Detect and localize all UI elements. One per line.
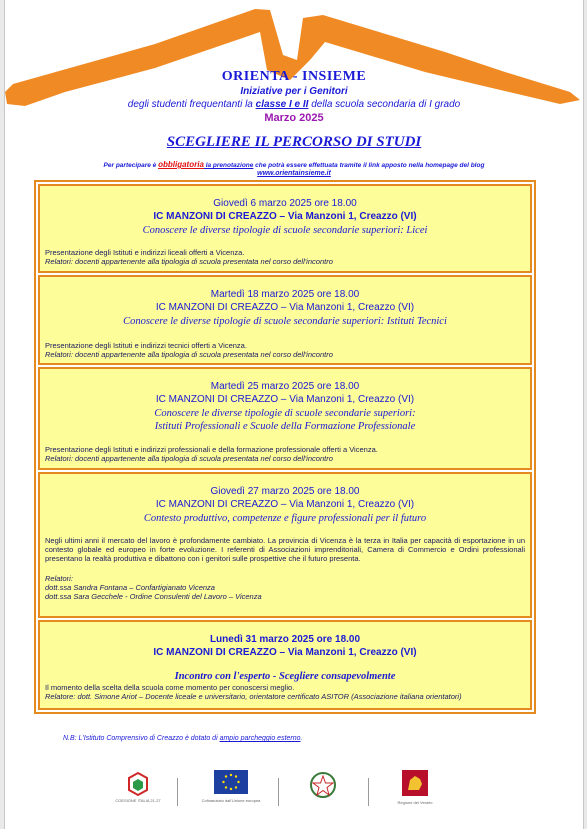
event-speaker: dott.ssa Sandra Fontana – Confartigianato Vicenza: [45, 583, 215, 592]
event-series-subtitle: Iniziative per i Genitori: [240, 86, 348, 97]
event-speakers: Relatore: dott. Simone Ariot – Docente liceale e universitario, orientatore certificato ASITOR (Associazione italiana orientatori): [45, 692, 462, 701]
event-topic: Conoscere le diverse tipologie di scuole secondarie superiori: Istituti Tecnici: [123, 316, 447, 327]
event-description: Il momento della scelta della scuola come momento per conoscersi meglio.: [45, 683, 295, 692]
audience-post: della scuola secondaria di I grado: [308, 99, 461, 110]
event-speakers: Relatori: docenti appartenente alla tipologia di scuola presentata nel corso dell'incontro: [45, 350, 333, 359]
event-description: Presentazione degli Istituti e indirizzi tecnici offerti a Vicenza.: [45, 341, 247, 350]
eu-flag-logo: [201, 770, 261, 803]
audience-pre: degli studenti frequentanti la: [127, 99, 256, 110]
event-place: IC MANZONI DI CREAZZO – Via Manzoni 1, Creazzo (VI): [155, 394, 415, 405]
coesione-italia-logo: [115, 770, 161, 805]
event-series-title: ORIENTA - INSIEME: [221, 69, 367, 84]
veneto-caption: Regione del Veneto: [397, 800, 433, 805]
audience-line: [5, 99, 583, 110]
registration-required: obbligatoria: [158, 160, 204, 169]
coesione-italia-icon: [123, 770, 153, 800]
event-description: Presentazione degli Istituti e indirizzi professionali e della formazione professionale offerti a Vicenza.: [45, 445, 378, 454]
event-topic: Conoscere le diverse tipologie di scuole secondarie superiori:: [154, 408, 416, 419]
event-speakers-label: Relatori:: [45, 574, 73, 583]
sponsor-logos: [5, 770, 583, 810]
event-box: [38, 275, 532, 365]
eu-caption: Cofinanziato dall'Unione europea: [201, 798, 261, 803]
event-date: Martedì 18 marzo 2025 ore 18.00: [210, 289, 360, 300]
event-description: Presentazione degli Istituti e indirizzi liceali offerti a Vicenza.: [45, 248, 245, 257]
flyer-page: [4, 0, 584, 829]
event-box: [38, 472, 532, 618]
logo-divider: [278, 778, 279, 806]
event-topic: Incontro con l'esperto - Scegliere consapevolmente: [174, 671, 396, 682]
event-place: IC MANZONI DI CREAZZO – Via Manzoni 1, Creazzo (VI): [153, 211, 417, 222]
note-parking: ampio parcheggio esterno: [219, 735, 301, 742]
registration-pre: Per partecipare è: [103, 162, 159, 169]
events-container: [34, 180, 536, 714]
note-pre: N.B: L'Istituto Comprensivo di Creazzo è dotato di: [63, 735, 220, 742]
event-description: Negli ultimi anni il mercato del lavoro è profondamente cambiato. La provincia di Vicenza è la terza in Italia per capacità di esportazione in un contesto globale ed europeo in forte evoluzione. I referenti di Associazioni imprenditoriali, Camera di Commercio e Ordini professionali presentano la realtà produttiva e dibattono con i genitori sulle prospettive che il futuro presenta.: [45, 536, 525, 563]
event-speaker: dott.ssa Sara Gecchele - Ordine Consulenti del Lavoro – Vicenza: [45, 592, 262, 601]
month-label: Marzo 2025: [264, 112, 324, 124]
event-topic: Conoscere le diverse tipologie di scuole secondarie superiori: Licei: [142, 225, 428, 236]
event-place: IC MANZONI DI CREAZZO – Via Manzoni 1, Creazzo (VI): [155, 499, 415, 510]
event-topic: Contesto produttivo, competenze e figure professionali per il futuro: [143, 513, 427, 524]
event-date: Lunedì 31 marzo 2025 ore 18.00: [209, 634, 361, 645]
event-place: IC MANZONI DI CREAZZO – Via Manzoni 1, Creazzo (VI): [155, 302, 415, 313]
path-title: SCEGLIERE IL PERCORSO DI STUDI: [166, 134, 422, 150]
event-speakers: Relatori: docenti appartenente alla tipologia di scuola presentata nel corso dell'incontro: [45, 257, 333, 266]
italian-emblem-icon: [308, 770, 338, 802]
coesione-italia-caption: COESIONE ITALIA 21-27: [115, 798, 161, 803]
veneto-region-logo: [397, 770, 433, 805]
event-date: Martedì 25 marzo 2025 ore 18.00: [210, 381, 360, 392]
registration-post: che potrà essere effettuata tramite il link apposto nella homepage del blog: [253, 162, 485, 169]
event-place: IC MANZONI DI CREAZZO – Via Manzoni 1, Creazzo (VI): [153, 647, 417, 658]
event-date: Giovedì 27 marzo 2025 ore 18.00: [210, 486, 360, 497]
registration-note: [5, 160, 583, 169]
veneto-lion-icon: [402, 770, 428, 796]
blog-url-link[interactable]: www.orientainsieme.it: [257, 170, 331, 177]
event-box: [38, 620, 532, 710]
italian-republic-emblem: [308, 770, 338, 807]
logo-divider: [368, 778, 369, 806]
event-box: [38, 184, 532, 273]
parking-note: [63, 735, 302, 742]
event-topic-line2: Istituti Professionali e Scuole della Formazione Professionale: [154, 421, 416, 432]
registration-link-text: la prenotazione: [203, 162, 254, 169]
roof-graphic: [5, 0, 583, 130]
logo-divider: [177, 778, 178, 806]
eu-flag-icon: [214, 770, 248, 794]
event-box: [38, 367, 532, 470]
audience-classes: classe I e II: [255, 99, 309, 110]
event-date: Giovedì 6 marzo 2025 ore 18.00: [213, 198, 357, 209]
event-speakers: Relatori: docenti appartenente alla tipologia di scuola presentata nel corso dell'incontro: [45, 454, 333, 463]
note-post: .: [300, 735, 303, 742]
